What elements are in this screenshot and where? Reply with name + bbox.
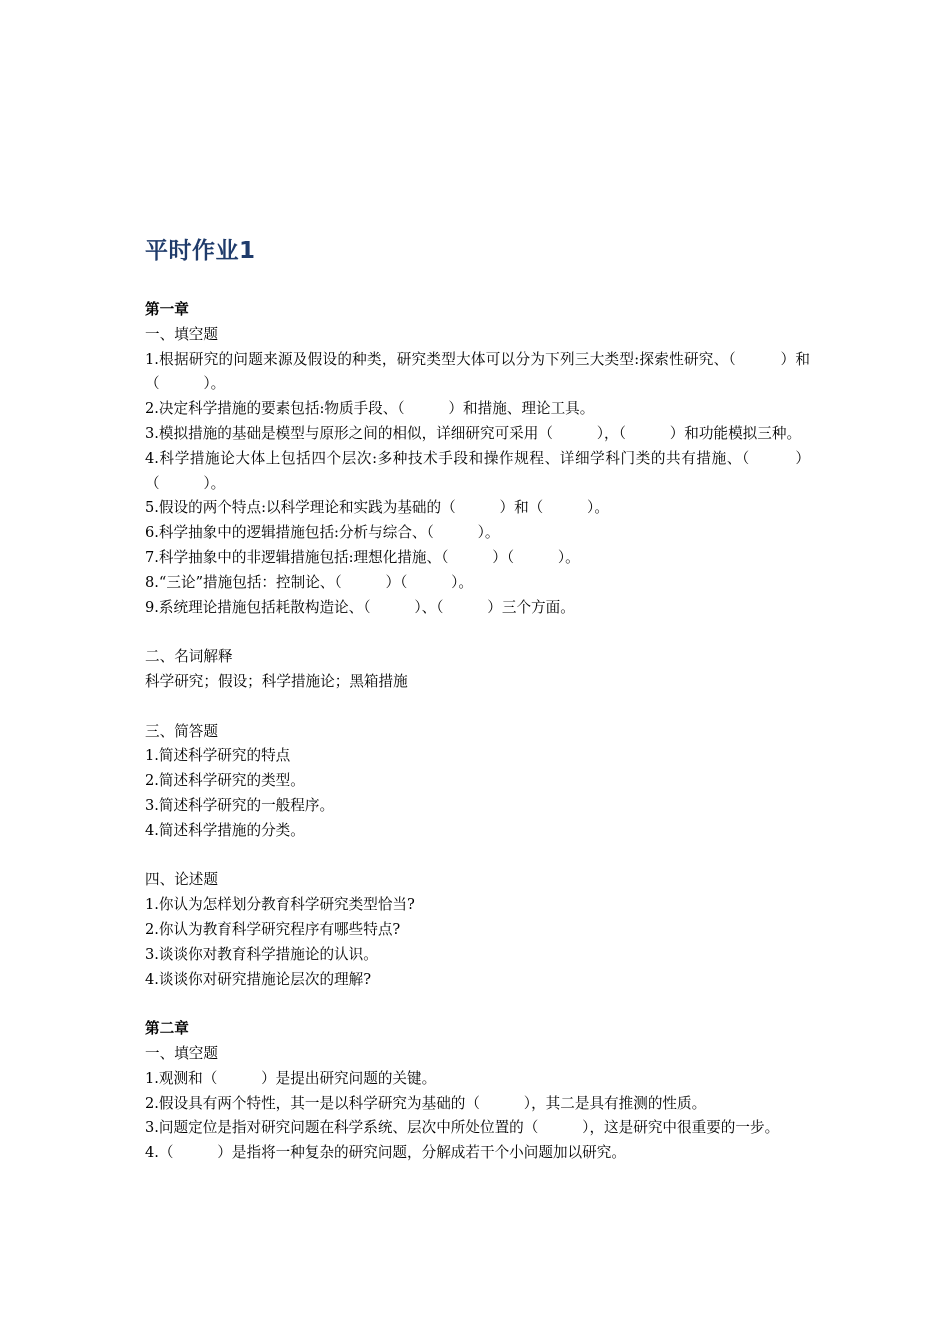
ch1-short-answer-item: 3.简述科学研究的一般程序。 — [145, 796, 335, 814]
ch2-fill-blank-heading: 一、填空题 — [145, 1044, 218, 1062]
spacer — [145, 844, 810, 869]
ch1-fill-item: 8.“三论”措施包括：控制论、（ ）（ ）。 — [145, 573, 474, 591]
ch1-fill-blank-heading: 一、填空题 — [145, 325, 218, 343]
ch1-fill-item: 6.科学抽象中的逻辑措施包括:分析与综合、（ ）。 — [145, 524, 500, 542]
ch1-fill-item: 7.科学抽象中的非逻辑措施包括:理想化措施、（ ）（ ）。 — [145, 548, 580, 566]
ch1-essay-item: 3.谈谈你对教育科学措施论的认识。 — [145, 945, 378, 963]
chapter-2-heading: 第二章 — [145, 1020, 189, 1038]
document-title: 平时作业1 — [145, 238, 256, 264]
ch1-fill-item: 3.模拟措施的基础是模型与原形之间的相似，详细研究可采用（ ），（ ）和功能模拟三种。 — [145, 424, 802, 442]
spacer — [145, 695, 810, 720]
ch1-fill-item: 9.系统理论措施包括耗散构造论、（ ）、（ ）三个方面。 — [145, 598, 575, 616]
ch2-fill-item: 4.（ ）是指将一种复杂的研究问题，分解成若干个小问题加以研究。 — [145, 1144, 626, 1162]
ch1-short-answer-heading: 三、简答题 — [145, 722, 218, 740]
ch1-terms-heading: 二、名词解释 — [145, 648, 233, 666]
chapter-1-heading: 第一章 — [145, 301, 189, 318]
ch2-fill-item: 2.假设具有两个特性，其一是以科学研究为基础的（ ），其二是具有推测的性质。 — [145, 1094, 707, 1112]
ch1-fill-item: 2.决定科学措施的要素包括:物质手段、（ ）和措施、理论工具。 — [145, 400, 595, 418]
ch1-short-answer-item: 2.简述科学研究的类型。 — [145, 772, 305, 790]
ch1-essay-item: 1.你认为怎样划分教育科学研究类型恰当? — [145, 896, 415, 914]
ch2-fill-item: 1.观测和（ ）是提出研究问题的关键。 — [145, 1069, 437, 1087]
document-body — [145, 298, 810, 1166]
ch2-fill-item: 3.问题定位是指对研究问题在科学系统、层次中所处位置的（ ），这是研究中很重要的一步。 — [145, 1119, 780, 1137]
spacer — [145, 620, 810, 645]
ch1-essay-heading: 四、论述题 — [145, 871, 218, 889]
ch1-essay-item: 4.谈谈你对研究措施论层次的理解? — [145, 970, 372, 988]
ch1-terms-text: 科学研究；假设；科学措施论；黑箱措施 — [145, 672, 408, 690]
spacer — [145, 992, 810, 1017]
ch1-fill-item: 1.根据研究的问题来源及假设的种类，研究类型大体可以分为下列三大类型:探索性研究、（ ）和（ ）。 — [145, 350, 810, 393]
ch1-essay-item: 2.你认为教育科学研究程序有哪些特点? — [145, 920, 401, 938]
ch1-short-answer-item: 1.简述科学研究的特点 — [145, 747, 291, 765]
ch1-short-answer-item: 4.简述科学措施的分类。 — [145, 821, 305, 839]
ch1-fill-item: 4.科学措施论大体上包括四个层次:多种技术手段和操作规程、详细学科门类的共有措施、（ ）（ ）。 — [145, 449, 810, 492]
ch1-fill-item: 5.假设的两个特点:以科学理论和实践为基础的（ ）和（ ）。 — [145, 499, 609, 517]
